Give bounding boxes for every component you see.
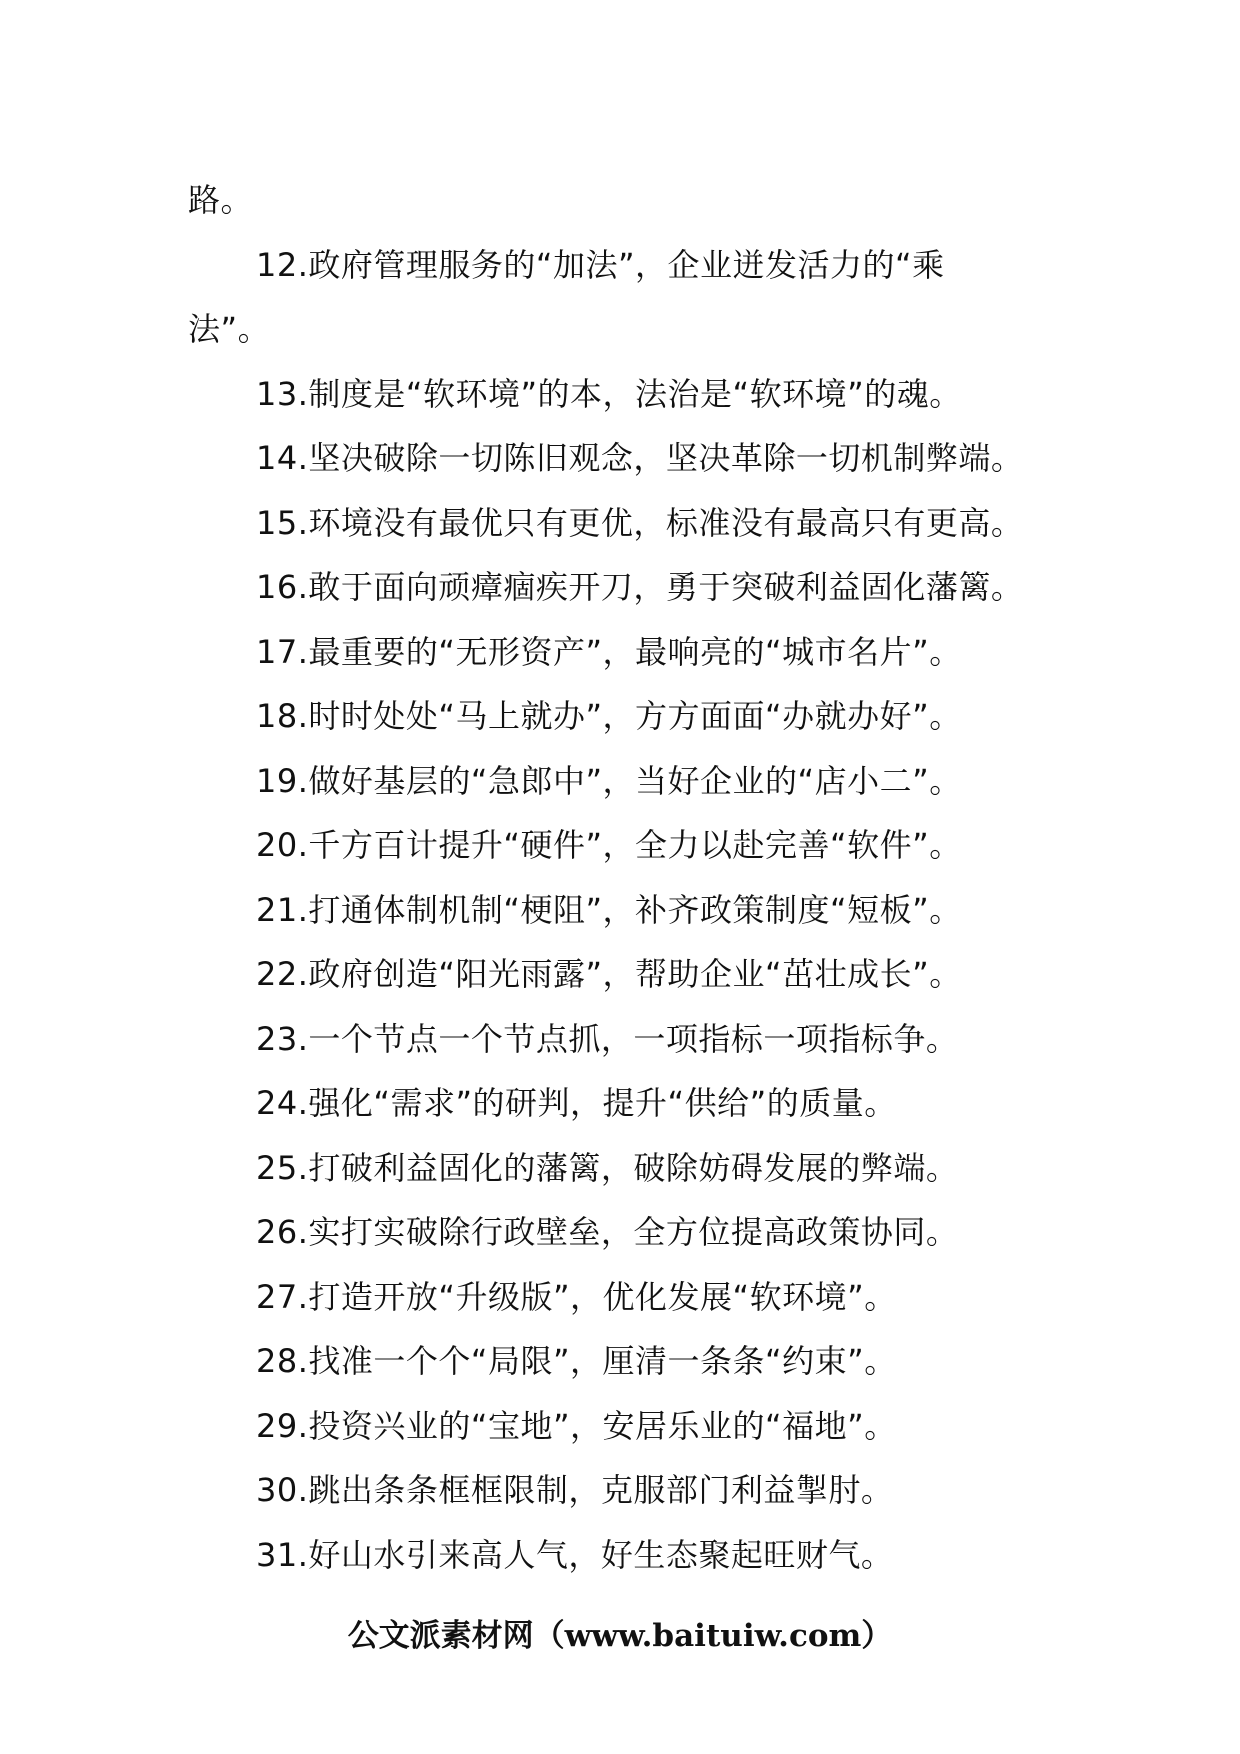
- document-body: [188, 168, 1068, 1587]
- text-line: 22.政府创造“阳光雨露”，帮助企业“茁壮成长”。: [256, 955, 962, 993]
- text-line: 25.打破利益固化的藩篱，破除妨碍发展的弊端。: [256, 1148, 959, 1187]
- text-line: 23.一个节点一个节点抓，一项指标一项指标争。: [256, 1019, 959, 1058]
- text-line: 15.环境没有最优只有更优，标准没有最高只有更高。: [256, 503, 1024, 542]
- text-line: 21.打通体制机制“梗阻”，补齐政策制度“短板”。: [256, 890, 962, 929]
- text-line: 29.投资兴业的“宝地”，安居乐业的“福地”。: [256, 1406, 897, 1445]
- text-line: 20.千方百计提升“硬件”，全力以赴完善“软件”。: [256, 826, 962, 864]
- text-line: 18.时时处处“马上就办”，方方面面“办就办好”。: [256, 697, 962, 735]
- text-line: 24.强化“需求”的研判，提升“供给”的质量。: [256, 1084, 897, 1122]
- text-line: 19.做好基层的“急郎中”，当好企业的“店小二”。: [256, 761, 962, 800]
- text-line: 法”。: [188, 310, 271, 348]
- text-line: 14.坚决破除一切陈旧观念，坚决革除一切机制弊端。: [256, 439, 1024, 477]
- footer-watermark: 公文派素材网（www.baituiw.com）: [347, 1618, 893, 1654]
- text-line: 26.实打实破除行政壁垒，全方位提高政策协同。: [256, 1213, 959, 1251]
- text-line: 31.好山水引来高人气，好生态聚起旺财气。: [256, 1535, 894, 1574]
- text-line: 12.政府管理服务的“加法”，企业迸发活力的“乘: [256, 245, 945, 284]
- text-line: 16.敢于面向顽瘴痼疾开刀，勇于突破利益固化藩篱。: [256, 568, 1024, 606]
- text-line: 17.最重要的“无形资产”，最响亮的“城市名片”。: [256, 632, 962, 671]
- text-line: 13.制度是“软环境”的本，法治是“软环境”的魂。: [256, 374, 962, 413]
- text-line: 30.跳出条条框框限制，克服部门利益掣肘。: [256, 1471, 894, 1509]
- text-line: 27.打造开放“升级版”，优化发展“软环境”。: [256, 1277, 897, 1316]
- text-line: 28.找准一个个“局限”，厘清一条条“约束”。: [256, 1342, 897, 1380]
- text-line: 路。: [188, 181, 254, 219]
